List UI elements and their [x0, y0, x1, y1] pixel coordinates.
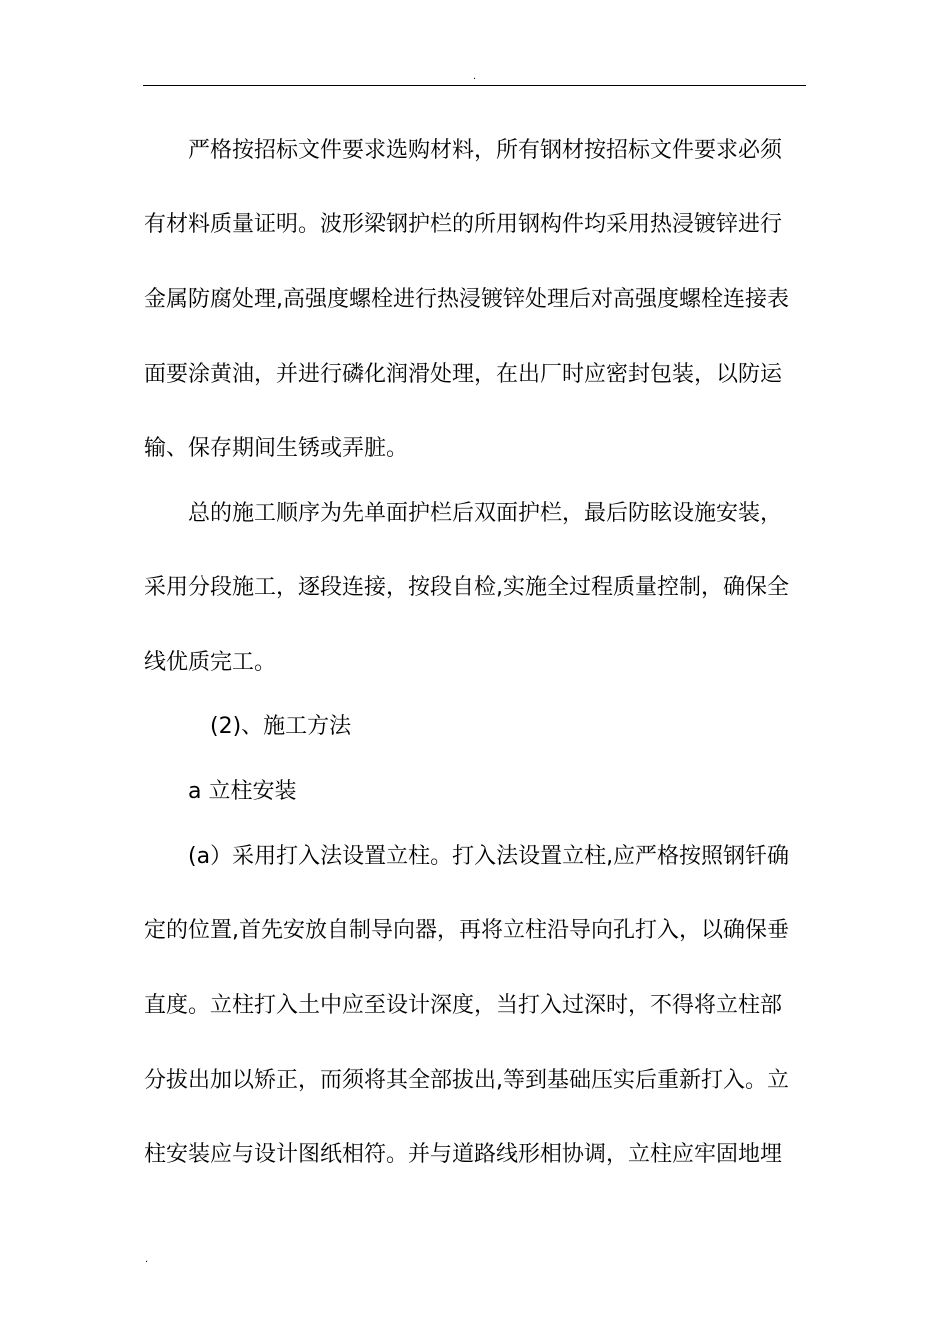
paragraph-line: 直度。立柱打入土中应至设计深度，当打入过深时，不得将立柱部 — [144, 993, 783, 1018]
header-mark: . — [473, 71, 477, 82]
paragraph-line: 输、保存期间生锈或弄脏。 — [144, 436, 409, 461]
subsection-heading: a 立柱安装 — [188, 779, 297, 804]
paragraph-line: (a）采用打入法设置立柱。打入法设置立柱,应严格按照钢钎确 — [188, 844, 790, 869]
paragraph-line: 定的位置,首先安放自制导向器，再将立柱沿导向孔打入，以确保垂 — [144, 918, 789, 943]
paragraph-line: 分拔出加以矫正，而须将其全部拔出,等到基础压实后重新打入。立 — [144, 1068, 789, 1093]
paragraph-line: 柱安装应与设计图纸相符。并与道路线形相协调，立柱应牢固地埋 — [144, 1142, 783, 1167]
paragraph-line: 采用分段施工，逐段连接，按段自检,实施全过程质量控制，确保全 — [144, 575, 789, 600]
paragraph-line: 线优质完工。 — [144, 650, 277, 675]
footer-mark: . — [145, 1254, 149, 1265]
paragraph-line: 严格按招标文件要求选购材料，所有钢材按招标文件要求必须 — [188, 138, 783, 163]
section-heading: (2)、施工方法 — [210, 714, 352, 739]
header-rule — [143, 85, 806, 86]
paragraph-line: 金属防腐处理,高强度螺栓进行热浸镀锌处理后对高强度螺栓连接表 — [144, 287, 789, 312]
paragraph-line: 有材料质量证明。波形梁钢护栏的所用钢构件均采用热浸镀锌进行 — [144, 212, 783, 237]
paragraph-line: 面要涂黄油，并进行磷化润滑处理，在出厂时应密封包装，以防运 — [144, 362, 783, 387]
paragraph-line: 总的施工顺序为先单面护栏后双面护栏，最后防眩设施安装， — [188, 501, 783, 526]
